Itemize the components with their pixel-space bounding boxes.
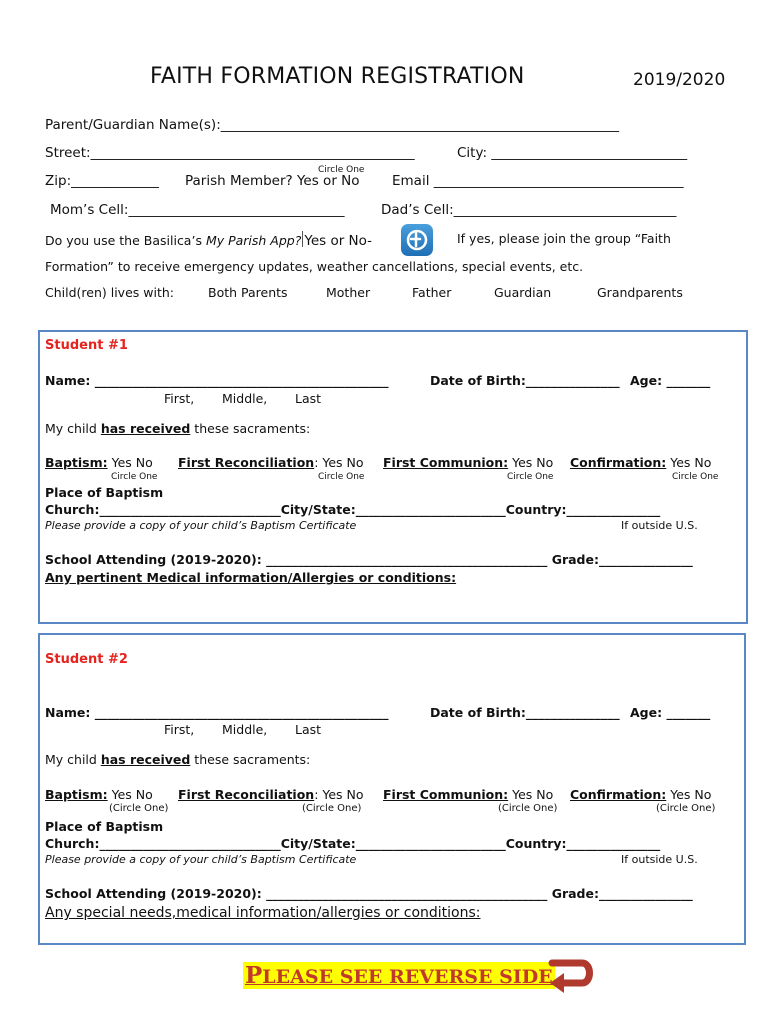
- lives-with-label: Child(ren) lives with:: [45, 285, 174, 300]
- s1-reconciliation-label: First Reconciliation: [178, 455, 315, 470]
- s1-received-post: these sacraments:: [190, 421, 311, 436]
- app-yes-no: Yes or No-: [304, 233, 373, 249]
- option-mother[interactable]: Mother: [326, 285, 371, 300]
- s1-circle-communion: Circle One: [507, 472, 554, 482]
- s2-copy-note: Please provide a copy of your child’s Baptism Certificate: [45, 853, 357, 866]
- parish-app-logo-icon: [401, 224, 433, 256]
- city-field[interactable]: City: _____________________________: [457, 145, 688, 161]
- app-name: My Parish App?: [205, 233, 302, 248]
- s1-confirmation-yes-no[interactable]: Yes No: [666, 455, 712, 470]
- option-guardian[interactable]: Guardian: [494, 285, 552, 300]
- s2-place-of-baptism: Place of Baptism: [45, 819, 164, 834]
- s1-baptism[interactable]: [45, 455, 153, 470]
- s2-age-field[interactable]: Age: _______: [630, 705, 711, 720]
- s1-name-field[interactable]: Name: _______________________________________________: [45, 373, 389, 388]
- parish-app-question[interactable]: [45, 231, 372, 249]
- option-grandparents[interactable]: Grandparents: [597, 285, 683, 300]
- s1-communion[interactable]: [383, 455, 553, 470]
- dad-cell-field[interactable]: Dad’s Cell:_________________________________: [381, 202, 677, 218]
- s2-communion-label: First Communion:: [383, 787, 509, 802]
- s1-circle-confirmation: Circle One: [672, 472, 719, 482]
- s1-sacraments-label: [45, 421, 310, 436]
- s2-first-label: First,: [164, 722, 195, 737]
- s1-communion-label: First Communion:: [383, 455, 509, 470]
- s1-circle-baptism: Circle One: [111, 472, 158, 482]
- s2-confirmation-label: Confirmation:: [570, 787, 667, 802]
- s1-church-fields[interactable]: Church:_____________________________City/State:________________________Country:_______________: [45, 502, 661, 517]
- s2-communion-yes-no[interactable]: Yes No: [508, 787, 554, 802]
- reverse-text: LEASE SEE REVERSE SIDE: [262, 966, 553, 988]
- s2-received-post: these sacraments:: [190, 752, 311, 767]
- zip-field[interactable]: Zip:_____________: [45, 173, 159, 189]
- s2-received-pre: My child: [45, 752, 101, 767]
- s1-copy-note: Please provide a copy of your child’s Baptism Certificate: [45, 519, 357, 532]
- s2-sacraments-label: [45, 752, 310, 767]
- s1-last-label: Last: [295, 391, 322, 406]
- s2-reconciliation-label: First Reconciliation: [178, 787, 315, 802]
- s2-baptism-label: Baptism:: [45, 787, 108, 802]
- s2-name-field[interactable]: Name: _______________________________________________: [45, 705, 389, 720]
- s2-reconciliation-yes-no[interactable]: : Yes No: [314, 787, 364, 802]
- s2-dob-field[interactable]: Date of Birth:_______________: [430, 705, 620, 720]
- app-join-note-cont: Formation” to receive emergency updates, weather cancellations, special events, etc.: [45, 259, 584, 274]
- s2-school-field[interactable]: School Attending (2019-2020): _____________________________________________ Grade:_______________: [45, 886, 693, 901]
- s1-received-bold: has received: [100, 421, 191, 436]
- s1-circle-reconciliation: Circle One: [318, 472, 365, 482]
- s1-dob-field[interactable]: Date of Birth:_______________: [430, 373, 620, 388]
- s1-middle-label: Middle,: [222, 391, 268, 406]
- s2-special-needs-field[interactable]: Any special needs,medical information/allergies or conditions:: [45, 905, 481, 921]
- app-question-text: Do you use the Basilica’s: [45, 233, 206, 248]
- email-field[interactable]: Email _____________________________________: [392, 173, 684, 189]
- app-join-note: If yes, please join the group “Faith: [457, 231, 671, 246]
- s1-reconciliation[interactable]: [178, 455, 364, 470]
- s1-communion-yes-no[interactable]: Yes No: [508, 455, 554, 470]
- s2-middle-label: Middle,: [222, 722, 268, 737]
- street-field[interactable]: Street:________________________________________________: [45, 145, 415, 161]
- s1-reconciliation-yes-no[interactable]: : Yes No: [314, 455, 364, 470]
- option-father[interactable]: Father: [412, 285, 452, 300]
- parish-member-question[interactable]: Parish Member? Yes or No: [185, 173, 360, 189]
- turn-arrow-icon: [544, 955, 596, 995]
- s1-received-pre: My child: [45, 421, 101, 436]
- s2-circle-reconciliation: (Circle One): [302, 803, 362, 814]
- s2-circle-baptism: (Circle One): [109, 803, 169, 814]
- please-see-reverse-banner: [243, 962, 555, 989]
- school-year: 2019/2020: [633, 70, 726, 90]
- s1-baptism-yes-no[interactable]: Yes No: [107, 455, 153, 470]
- s2-confirmation[interactable]: [570, 787, 711, 802]
- reverse-first-letter: P: [245, 962, 263, 989]
- s1-place-of-baptism: Place of Baptism: [45, 485, 164, 500]
- mom-cell-field[interactable]: Mom’s Cell:________________________________: [50, 202, 345, 218]
- s1-first-label: First,: [164, 391, 195, 406]
- page-title: FAITH FORMATION REGISTRATION: [150, 64, 525, 89]
- s2-communion[interactable]: [383, 787, 553, 802]
- parent-name-field[interactable]: Parent/Guardian Name(s):___________________________________________________________: [45, 117, 620, 133]
- student-2-heading: Student #2: [45, 652, 128, 667]
- s1-medical-field[interactable]: Any pertinent Medical information/Allergies or conditions:: [45, 570, 457, 585]
- s1-school-field[interactable]: School Attending (2019-2020): _____________________________________________ Grade:_______________: [45, 552, 693, 567]
- option-both-parents[interactable]: Both Parents: [208, 285, 288, 300]
- s2-circle-communion: (Circle One): [498, 803, 558, 814]
- s2-confirmation-yes-no[interactable]: Yes No: [666, 787, 712, 802]
- s1-confirmation[interactable]: [570, 455, 711, 470]
- student-1-heading: Student #1: [45, 338, 128, 353]
- s1-baptism-label: Baptism:: [45, 455, 108, 470]
- circle-one-hint: Circle One: [318, 165, 365, 175]
- s2-baptism-yes-no[interactable]: Yes No: [107, 787, 153, 802]
- s2-last-label: Last: [295, 722, 322, 737]
- s2-outside-us: If outside U.S.: [621, 853, 698, 866]
- s2-reconciliation[interactable]: [178, 787, 364, 802]
- s1-age-field[interactable]: Age: _______: [630, 373, 711, 388]
- s2-baptism[interactable]: [45, 787, 153, 802]
- s2-church-fields[interactable]: Church:_____________________________City/State:________________________Country:_______________: [45, 836, 661, 851]
- s1-confirmation-label: Confirmation:: [570, 455, 667, 470]
- s2-circle-confirmation: (Circle One): [656, 803, 716, 814]
- s2-received-bold: has received: [100, 752, 191, 767]
- s1-outside-us: If outside U.S.: [621, 519, 698, 532]
